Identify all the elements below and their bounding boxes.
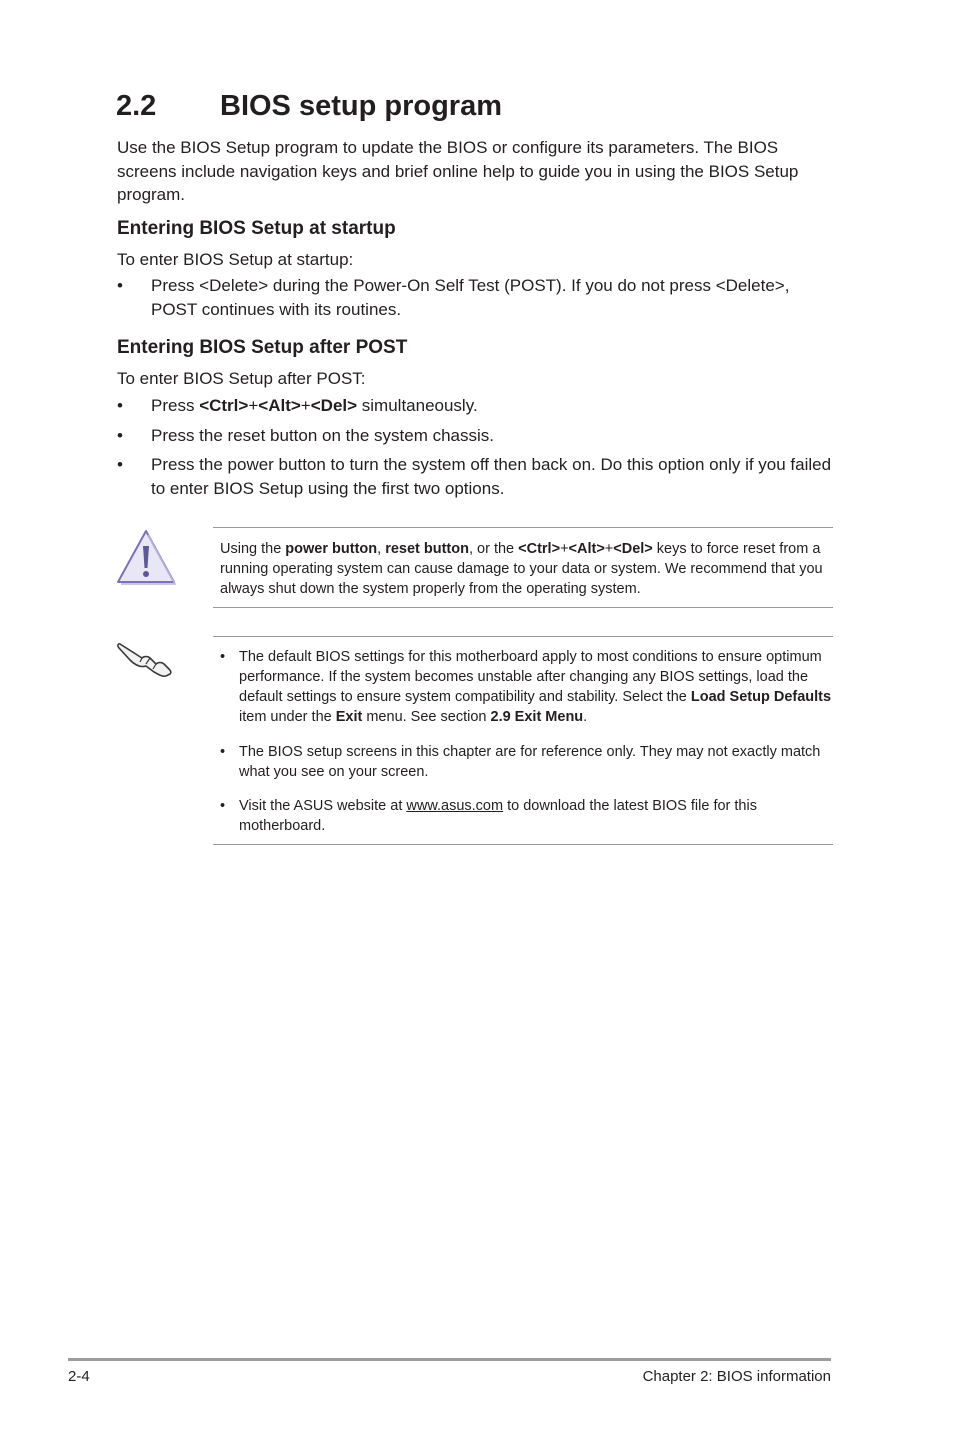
section-number: 2.2 bbox=[116, 90, 157, 122]
key-ctrl: <Ctrl> bbox=[199, 396, 249, 415]
after-post-bullet-2-text: Press the reset button on the system chassis. bbox=[151, 426, 494, 445]
text-run: + bbox=[604, 541, 614, 557]
load-setup-defaults-term: Load Setup Defaults bbox=[690, 689, 832, 705]
footer-rule bbox=[68, 1358, 831, 1361]
after-post-bullet-2 bbox=[117, 424, 837, 448]
after-post-bullet-1 bbox=[117, 394, 837, 418]
text-run: keys to force reset from a running operating system can cause damage to your data or system. We recommend that you always shut down the system properly from the operating system. bbox=[220, 541, 823, 597]
asus-website-link[interactable]: www.asus.com bbox=[406, 798, 504, 814]
note-item-2-text: The BIOS setup screens in this chapter are for reference only. They may not exactly match what you see on your screen. bbox=[239, 744, 821, 780]
after-post-bullet-1-text bbox=[151, 394, 836, 418]
note-item-1 bbox=[220, 647, 832, 729]
text-run: to download the latest BIOS file for this motherboard. bbox=[239, 798, 757, 834]
caution-text bbox=[220, 539, 830, 599]
text-run: menu. See section bbox=[362, 709, 491, 725]
key-del: <Del> bbox=[613, 541, 653, 557]
key-alt: <Alt> bbox=[258, 396, 301, 415]
text-run: item under the bbox=[239, 709, 336, 725]
after-post-lead: To enter BIOS Setup after POST: bbox=[117, 369, 366, 388]
note-item-3-text bbox=[239, 796, 834, 836]
text-run: , bbox=[377, 541, 386, 557]
warning-triangle-icon bbox=[115, 528, 177, 586]
startup-heading: Entering BIOS Setup at startup bbox=[117, 218, 396, 239]
exit-menu-section-ref: 2.9 Exit Menu bbox=[490, 709, 584, 725]
bullet-dot: • bbox=[117, 276, 123, 295]
page-number: 2-4 bbox=[68, 1368, 90, 1385]
text-run: Visit the ASUS website at bbox=[239, 798, 407, 814]
bullet-dot: • bbox=[117, 396, 123, 415]
text-run: + bbox=[560, 541, 569, 557]
text-run: , or the bbox=[468, 541, 519, 557]
bullet-dot: • bbox=[117, 426, 123, 445]
note-bottom-rule bbox=[213, 844, 833, 845]
note-item-3 bbox=[220, 796, 832, 838]
key-ctrl: <Ctrl> bbox=[518, 541, 561, 557]
text-run: + bbox=[248, 396, 259, 415]
after-post-heading: Entering BIOS Setup after POST bbox=[117, 337, 408, 358]
bullet-dot: • bbox=[220, 744, 226, 760]
startup-bullet-text: Press <Delete> during the Power-On Self Test (POST). If you do not press <Delete>, POST continues with its routines. bbox=[151, 276, 790, 319]
after-post-bullet-3 bbox=[117, 453, 837, 501]
chapter-label: Chapter 2: BIOS information bbox=[642, 1368, 831, 1385]
text-run: The default BIOS settings for this motherboard apply to most conditions to ensure optimum performance. If the system becomes unstable after changing any BIOS settings, load the default settings to ensure system compatibility and stability. Select the bbox=[239, 649, 822, 705]
key-alt: <Alt> bbox=[568, 541, 605, 557]
bullet-dot: • bbox=[220, 798, 226, 814]
bullet-dot: • bbox=[117, 455, 123, 474]
after-post-bullet-3-text: Press the power button to turn the system off then back on. Do this option only if you failed to enter BIOS Setup using the first two options. bbox=[151, 455, 832, 498]
section-heading bbox=[116, 86, 502, 126]
note-top-rule bbox=[213, 636, 833, 637]
note-item-2 bbox=[220, 742, 832, 784]
caution-top-rule bbox=[213, 527, 833, 528]
power-button-term: power button bbox=[285, 541, 378, 557]
section-title: BIOS setup program bbox=[220, 90, 502, 122]
text-run: Using the bbox=[220, 541, 286, 557]
bullet-dot: • bbox=[220, 649, 226, 665]
text-run: simultaneously. bbox=[357, 396, 478, 415]
caution-bottom-rule bbox=[213, 607, 833, 608]
key-del: <Del> bbox=[310, 396, 358, 415]
text-run: + bbox=[300, 396, 311, 415]
reset-button-term: reset button bbox=[385, 541, 469, 557]
text-run: . bbox=[583, 709, 588, 725]
exit-term: Exit bbox=[335, 709, 363, 725]
note-item-1-text bbox=[239, 647, 834, 727]
startup-lead: To enter BIOS Setup at startup: bbox=[117, 250, 354, 269]
intro-paragraph: Use the BIOS Setup program to update the BIOS or configure its parameters. The BIOS screens include navigation keys and brief online help to guide you in using the BIOS Setup program. bbox=[117, 138, 799, 204]
startup-bullet-1 bbox=[117, 274, 837, 322]
pointing-hand-icon bbox=[116, 634, 176, 678]
text-run: Press bbox=[151, 396, 200, 415]
